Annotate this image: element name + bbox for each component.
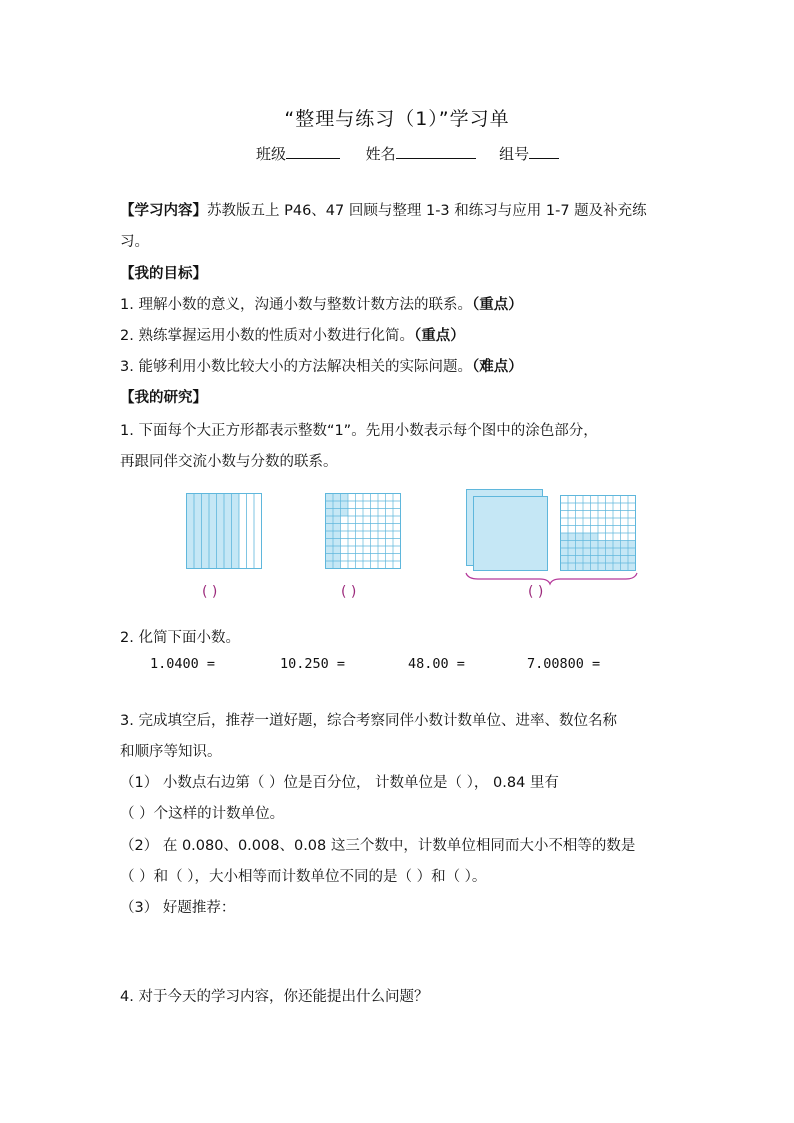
group-blank[interactable] — [529, 143, 559, 159]
q3-sub2-line1: （2） 在 0.080、0.008、0.08 这三个数中，计数单位相同而大小不相等的数是 — [120, 838, 636, 854]
curly-brace — [466, 573, 637, 584]
goal-number: 2. — [120, 328, 134, 344]
mixed-squares-figure — [460, 486, 642, 586]
q3-sub2-line2: （ ）和（ ），大小相等而计数单位不同的是（ ）和（ ）。 — [120, 869, 487, 885]
content-line2: 习。 — [120, 234, 149, 250]
q3-line2: 和顺序等知识。 — [120, 744, 222, 760]
hundredths-square-figure — [325, 493, 401, 569]
simplify-item-4: 7.00800 = — [527, 656, 601, 672]
goal-tag: （难点） — [471, 359, 523, 375]
goal-tag: （重点） — [471, 297, 523, 313]
goal-number: 3. — [120, 359, 134, 375]
goal-text: 理解小数的意义，沟通小数与整数计数方法的联系。 — [138, 297, 472, 313]
simplify-item-3: 48.00 = — [408, 656, 465, 672]
goals-heading: 【我的目标】 — [120, 266, 207, 282]
group-label: 组号 — [499, 145, 530, 163]
tenths-square-figure — [186, 493, 262, 569]
goal-number: 1. — [120, 297, 134, 313]
content-label: 【学习内容】 — [120, 203, 207, 219]
shaded-region — [561, 533, 599, 541]
q1-line1: 1. 下面每个大正方形都表示整数“1”。先用小数表示每个图中的涂色部分， — [120, 423, 598, 439]
answer-blank-2[interactable]: ( ) — [341, 584, 357, 600]
class-blank[interactable] — [286, 143, 340, 159]
research-heading: 【我的研究】 — [120, 390, 207, 406]
simplify-item-2: 10.250 = — [280, 656, 346, 672]
answer-blank-1[interactable]: ( ) — [202, 584, 218, 600]
page-title: “整理与练习（1）”学习单 — [284, 108, 510, 130]
goal-text: 熟练掌握运用小数的性质对小数进行化简。 — [138, 328, 414, 344]
q3-line1: 3. 完成填空后，推荐一道好题，综合考察同伴小数计数单位、进率、数位名称 — [120, 713, 617, 729]
content-text: 苏教版五上 P46、47 回顾与整理 1-3 和练习与应用 1-7 题及补充练 — [207, 203, 647, 219]
student-info — [256, 143, 559, 164]
whole-square-front — [474, 497, 548, 571]
q1-line2: 再跟同伴交流小数与分数的联系。 — [120, 454, 338, 470]
simplify-item-1: 1.0400 = — [150, 656, 216, 672]
answer-blank-3[interactable]: ( ) — [528, 584, 544, 600]
q3-sub1-line1: （1） 小数点右边第（ ）位是百分位， 计数单位是（ ）， 0.84 里有 — [120, 775, 559, 791]
goal-item — [120, 357, 523, 377]
q3-sub3: （3） 好题推荐： — [120, 900, 236, 916]
name-label: 姓名 — [365, 145, 396, 163]
q2-heading: 2. 化简下面小数。 — [120, 630, 240, 646]
content-line1 — [120, 201, 647, 221]
goal-tag: （重点） — [413, 328, 465, 344]
goal-item — [120, 326, 465, 346]
shaded-region — [341, 494, 349, 517]
goal-item — [120, 295, 523, 315]
goal-text: 能够利用小数比较大小的方法解决相关的实际问题。 — [138, 359, 472, 375]
class-label: 班级 — [256, 145, 287, 163]
q4-question: 4. 对于今天的学习内容，你还能提出什么问题？ — [120, 989, 429, 1005]
q3-sub1-line2: （ ）个这样的计数单位。 — [120, 806, 285, 822]
name-blank[interactable] — [396, 143, 476, 159]
